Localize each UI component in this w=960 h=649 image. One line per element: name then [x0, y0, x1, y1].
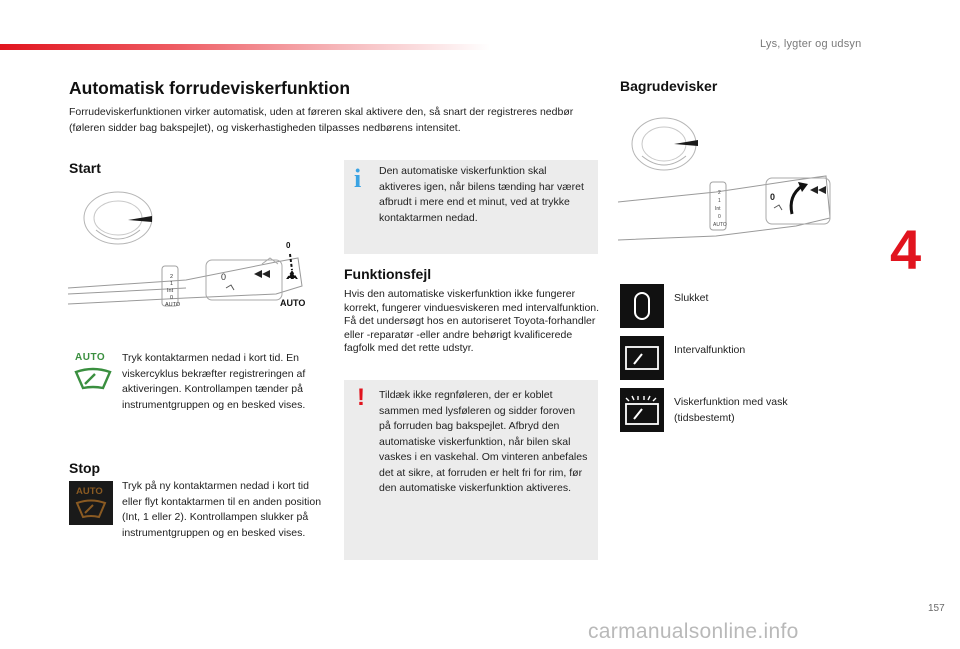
page-title: Automatisk forrudeviskerfunktion	[69, 78, 351, 98]
windscreen-wiper-icon	[75, 498, 107, 520]
wiper-glyph-icon	[226, 285, 234, 290]
rear-interval-symbol-icon	[620, 336, 664, 380]
warning-box	[344, 380, 598, 560]
rear-heading: Bagrudevisker	[620, 78, 718, 94]
position-label: 2	[718, 190, 721, 196]
info-icon: i	[354, 164, 362, 193]
auto-wiper-indicator-icon	[69, 352, 115, 396]
position-label: Int	[715, 206, 721, 212]
auto-icon-label: AUTO	[76, 486, 103, 497]
rotate-arrow-icon	[791, 186, 802, 214]
switch-zero-mark: 0	[221, 272, 227, 282]
chevron-left-icon	[254, 270, 270, 278]
rear-wash-symbol-icon	[620, 388, 664, 432]
auto-icon-label: AUTO	[75, 352, 106, 363]
chapter-number: 4	[890, 218, 922, 281]
position-label: 1	[718, 198, 721, 204]
rear-interval-label: Intervalfunktion	[674, 344, 746, 356]
stop-text: Tryk på ny kontaktarmen nedad i kort tid eller flyt kontaktarmen til en anden position (Int, 1 eller 2). Kontrollampen slukker på instrumentgruppen og en besked vises.	[122, 480, 322, 539]
intro-paragraph: Forrudeviskerfunktionen virker automatisk, uden at føreren skal aktivere den, så snart der registreres nedbør (føleren sidder bag bakspejlet), og viskerhastigheden tilpasses nedbørens intensitet.	[69, 106, 574, 134]
position-label: 1	[170, 281, 174, 287]
rear-wash-label: Viskerfunktion med vask (tidsbestemt)	[674, 396, 788, 424]
rear-off-symbol-icon	[620, 284, 664, 328]
arrow-down-icon	[288, 254, 296, 278]
wiper-glyph-icon	[774, 205, 782, 210]
switch-zero-mark: 0	[286, 241, 291, 250]
stop-heading: Stop	[69, 460, 101, 476]
info-box	[344, 160, 598, 254]
section-title: Lys, lygter og udsyn	[760, 38, 862, 50]
auto-mark: AUTO	[280, 298, 306, 308]
auto-wiper-off-icon	[69, 481, 113, 525]
position-label: 2	[170, 274, 174, 280]
rear-wiper-stalk-illustration	[616, 110, 846, 250]
header-accent-bar	[0, 44, 490, 50]
fault-heading: Funktionsfejl	[344, 266, 432, 282]
position-label: 0	[170, 295, 174, 301]
page-number: 157	[928, 603, 945, 614]
warning-icon: !	[357, 384, 365, 411]
position-label: 0	[718, 214, 721, 220]
wiper-stalk-illustration	[66, 190, 328, 328]
position-label: AUTO	[713, 222, 727, 228]
watermark: carmanualsonline.info	[588, 620, 799, 643]
start-text: Tryk kontaktarmen nedad i kort tid. En viskercyklus bekræfter registreringen af aktiveringen. Kontrollampen tænder på instrumentgruppen og en besked vises.	[122, 352, 306, 411]
position-label: AUTO	[165, 302, 181, 308]
start-heading: Start	[69, 160, 101, 176]
fault-text: Hvis den automatiske viskerfunktion ikke fungerer korrekt, fungerer vinduesviskeren med intervalfunktion. Få det undersøgt hos en autoriseret Toyota-forhandler eller -reparatør -eller andre behørigt kvalificerede fagfolk med det rette udstyr.	[344, 288, 600, 354]
warning-text: Tildæk ikke regnføleren, der er koblet sammen med lysføleren og sidder foroven på forruden bag bakspejlet. Afbryd den automatiske viskerfunktion, når bilen skal vaskes i en vaskehal. Om vinteren anbefales det at sikre, at forruden er helt fri for rim, før den automatiske viskerfunktion aktiveres.	[379, 389, 588, 494]
position-label: Int	[167, 288, 174, 294]
chevron-left-icon	[810, 186, 826, 194]
windscreen-wiper-icon	[73, 366, 113, 392]
rear-off-label: Slukket	[674, 292, 709, 304]
info-text: Den automatiske viskerfunktion skal aktiveres igen, når bilens tænding har været afbrudt i mere end et minut, ved at trykke kontaktarmen nedad.	[379, 165, 584, 224]
switch-zero-mark: 0	[770, 192, 776, 202]
